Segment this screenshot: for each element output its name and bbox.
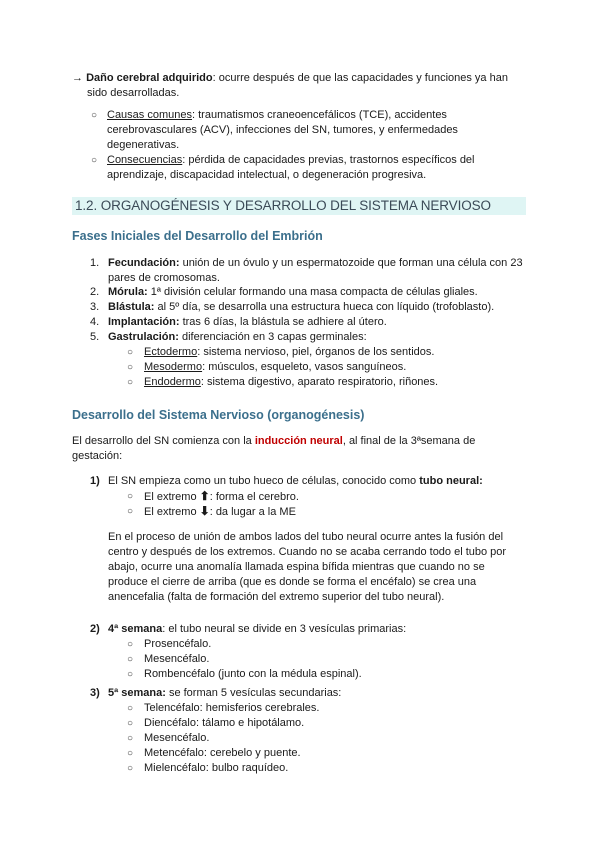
ns-intro-text: El desarrollo del SN comienza con la	[72, 435, 255, 447]
para-line: produce el cierre de arriba (que es donde se forma el encéfalo) se crea una	[108, 576, 477, 588]
step-1-paragraph	[108, 530, 506, 605]
phase-item	[108, 315, 387, 330]
bullet-text: degenerativas.	[107, 139, 180, 151]
phase-item	[108, 285, 478, 300]
arrow-right-icon: →	[72, 72, 83, 84]
bullet-circle-icon: ○	[127, 347, 134, 358]
step-text: El SN empieza como un tubo hueco de células, conocido como	[108, 475, 420, 487]
sub-text: El extremo	[144, 491, 200, 503]
bullet-circle-icon: ○	[127, 639, 134, 650]
arrow-up-icon: ⬆	[199, 489, 210, 503]
intro-bullet-causas	[107, 108, 458, 153]
list-number: 4.	[90, 316, 100, 328]
bullet-text: : traumatismos craneoencefálicos (TCE), accidentes	[192, 109, 447, 121]
bullet-circle-icon: ○	[127, 748, 134, 759]
layer-text: : sistema digestivo, aparato respiratorio, riñones.	[200, 376, 439, 388]
phase-item	[108, 330, 367, 345]
layer-item	[144, 360, 406, 375]
bullet-circle-icon: ○	[127, 703, 134, 714]
layer-label: Endodermo	[144, 376, 201, 388]
ns-heading: Desarrollo del Sistema Nervioso (organogénesis)	[72, 408, 365, 422]
bullet-circle-icon: ○	[127, 377, 134, 388]
step-3-sub: Mielencéfalo: bulbo raquídeo.	[144, 762, 289, 774]
step-3-sub: Mesencéfalo.	[144, 732, 210, 744]
list-number: 3.	[90, 301, 100, 313]
step-2	[108, 622, 406, 637]
bullet-label: Consecuencias	[107, 154, 183, 166]
step-2-sub: Prosencéfalo.	[144, 638, 212, 650]
bullet-circle-icon: ○	[127, 362, 134, 373]
para-line: abajo, ocurre una anomalía llamada espina bífida mientras que cuando no se	[108, 561, 485, 573]
layer-item	[144, 345, 434, 360]
step-2-sub: Rombencéfalo (junto con la médula espinal).	[144, 668, 362, 680]
list-number: 2)	[90, 623, 100, 635]
step-1-sub	[144, 489, 299, 505]
phase-term: Fecundación:	[108, 257, 180, 269]
bullet-circle-icon: ○	[127, 763, 134, 774]
sub-text: : forma el cerebro.	[209, 491, 299, 503]
section-banner	[72, 197, 526, 215]
intro-line-2: sido desarrolladas.	[87, 87, 180, 99]
intro-line-1	[72, 71, 508, 86]
ns-intro-line-1	[72, 434, 475, 449]
phase-term: Gastrulación:	[108, 331, 179, 343]
step-bold: tubo neural:	[419, 475, 483, 487]
section-title: 1.2. ORGANOGÉNESIS Y DESARROLLO DEL SISTEMA NERVIOSO	[75, 198, 491, 213]
step-text: se forman 5 vesículas secundarias:	[165, 687, 342, 699]
step-3-sub: Metencéfalo: cerebelo y puente.	[144, 747, 301, 759]
layer-text: : músculos, esqueleto, vasos sanguíneos.	[202, 361, 407, 373]
intro-bullet-consecuencias	[107, 153, 475, 183]
step-1-sub	[144, 504, 296, 520]
step-text: : el tubo neural se divide en 3 vesículas primarias:	[162, 623, 407, 635]
step-3-sub: Diencéfalo: tálamo e hipotálamo.	[144, 717, 305, 729]
layer-label: Mesodermo	[144, 361, 203, 373]
layer-item	[144, 375, 438, 390]
step-1	[108, 474, 483, 489]
bullet-label: Causas comunes	[107, 109, 192, 121]
ns-intro-text: , al final de la 3ª	[342, 435, 421, 447]
list-number: 1.	[90, 257, 100, 269]
phase-text: unión de un óvulo y un espermatozoide que forman una célula con 23	[179, 257, 523, 269]
bullet-circle-icon: ○	[127, 506, 134, 517]
phase-text: pares de cromosomas.	[108, 272, 220, 284]
bullet-circle-icon: ○	[91, 110, 98, 121]
phase-text: diferenciación en 3 capas germinales:	[178, 331, 367, 343]
layer-text: : sistema nervioso, piel, órganos de los sentidos.	[197, 346, 435, 358]
ns-intro-highlight: inducción neural	[254, 435, 343, 447]
bullet-circle-icon: ○	[127, 733, 134, 744]
para-line: centro y después de los extremos. Cuando no se acaba cerrando todo el tubo por	[108, 546, 507, 558]
bullet-text: : pérdida de capacidades previas, trastornos específicos del	[182, 154, 475, 166]
phase-term: Mórula:	[108, 286, 148, 298]
ns-intro-line-2: gestación:	[72, 450, 123, 462]
para-line: anencefalia (falta de formación del extremo superior del tubo neural).	[108, 591, 445, 603]
phase-text: al 5º día, se desarrolla una estructura hueca con líquido (trofoblasto).	[154, 301, 495, 313]
phase-term: Blástula:	[108, 301, 155, 313]
bullet-circle-icon: ○	[127, 654, 134, 665]
para-line: En el proceso de unión de ambos lados del tubo neural ocurre antes la fusión del	[108, 531, 504, 543]
intro-term: Daño cerebral adquirido	[86, 72, 213, 84]
bullet-circle-icon: ○	[127, 491, 134, 502]
phase-item	[108, 300, 494, 315]
bullet-circle-icon: ○	[127, 718, 134, 729]
phases-heading: Fases Iniciales del Desarrollo del Embrión	[72, 229, 323, 243]
step-2-sub: Mesencéfalo.	[144, 653, 210, 665]
list-number: 2.	[90, 286, 100, 298]
step-bold: 5ª semana:	[108, 687, 166, 699]
bullet-text: aprendizaje, discapacidad intelectual, o degeneración progresiva.	[107, 169, 427, 181]
ns-intro-text: semana de	[420, 435, 476, 447]
intro-text: : ocurre después de que las capacidades y funciones ya han	[212, 72, 508, 84]
step-3-sub: Telencéfalo: hemisferios cerebrales.	[144, 702, 320, 714]
list-number: 1)	[90, 475, 100, 487]
step-bold: 4ª semana	[108, 623, 163, 635]
layer-label: Ectodermo	[144, 346, 198, 358]
bullet-circle-icon: ○	[127, 669, 134, 680]
phase-term: Implantación:	[108, 316, 180, 328]
phase-text: 1ª división celular formando una masa compacta de células gliales.	[147, 286, 478, 298]
phase-item	[108, 256, 523, 286]
bullet-text: cerebrovasculares (ACV), infecciones del SN, tumores, y enfermedades	[107, 124, 458, 136]
list-number: 5.	[90, 331, 100, 343]
list-number: 3)	[90, 687, 100, 699]
bullet-circle-icon: ○	[91, 155, 98, 166]
step-3	[108, 686, 341, 701]
sub-text: El extremo	[144, 506, 200, 518]
arrow-down-icon: ⬇	[199, 504, 210, 518]
phase-text: tras 6 días, la blástula se adhiere al útero.	[179, 316, 387, 328]
sub-text: : da lugar a la ME	[209, 506, 296, 518]
